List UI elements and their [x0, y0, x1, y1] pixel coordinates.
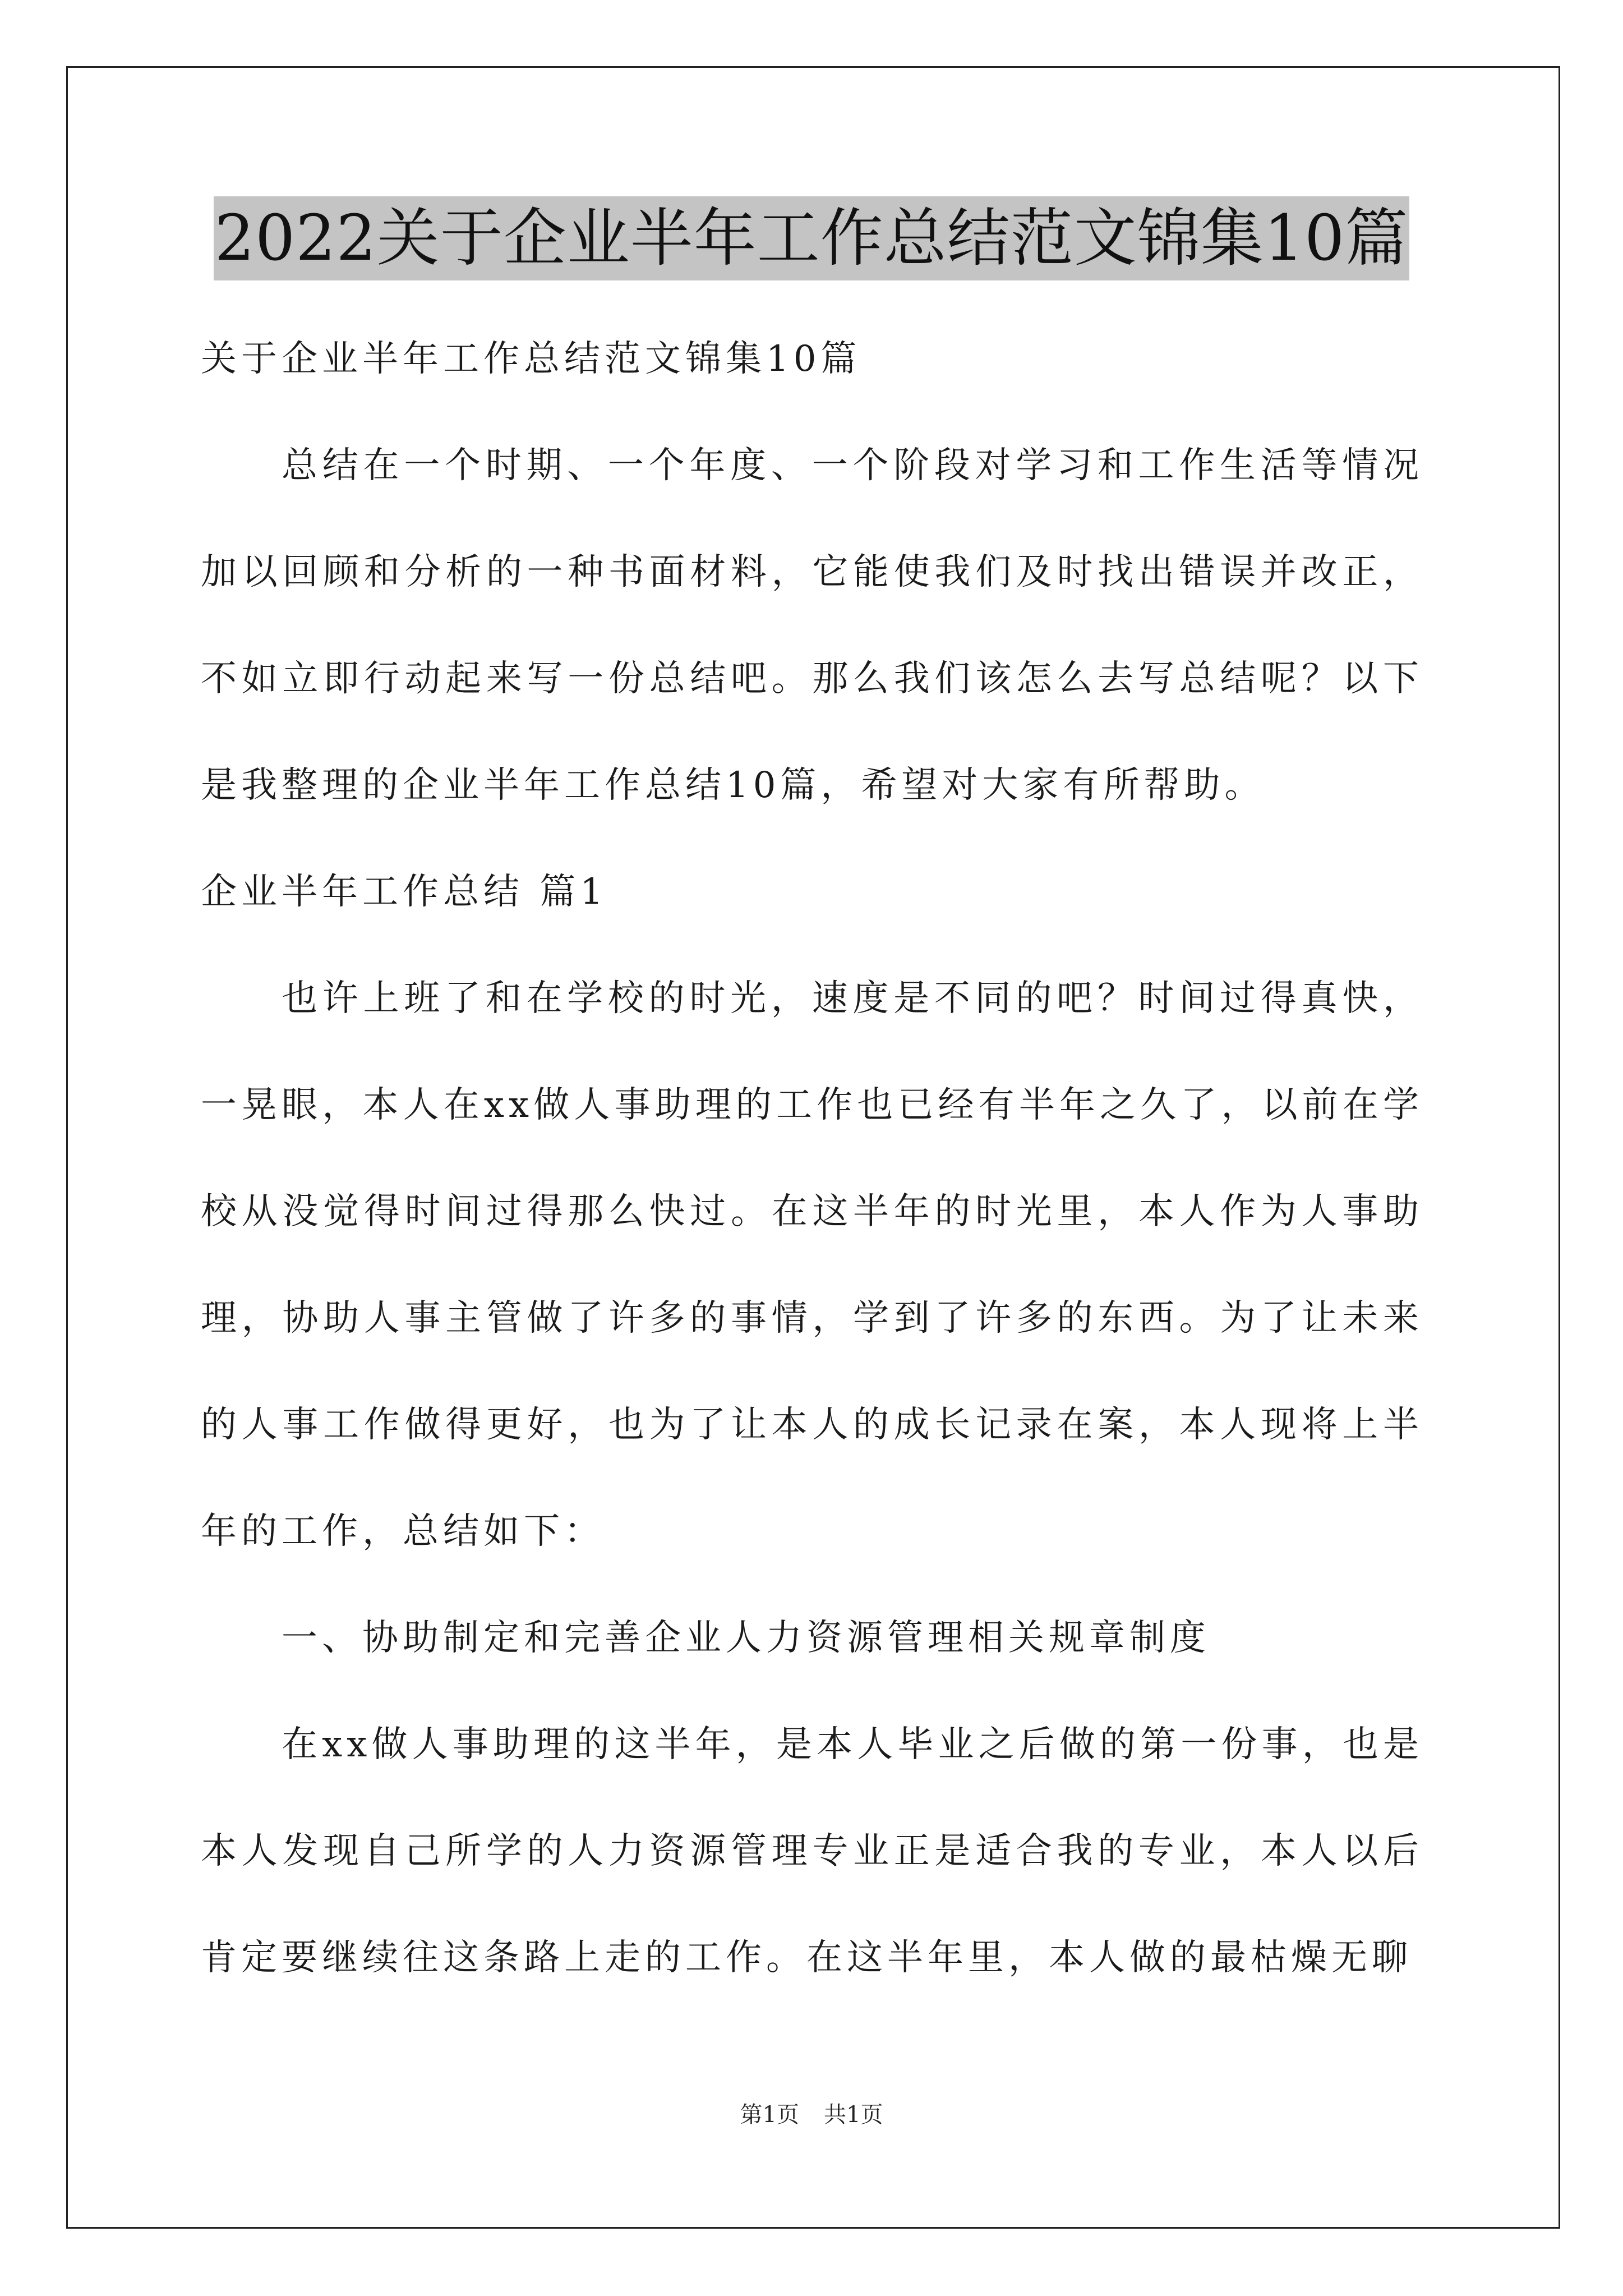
intro-paragraph: 总结在一个时期、一个年度、一个阶段对学习和工作生活等情况加以回顾和分析的一种书面材料，它能使我们及时找出错误并改正，不如立即行动起来写一份总结吧。那么我们该怎么去写总结呢？以下是我整理的企业半年工作总结10篇，希望对大家有所帮助。 [201, 445, 1423, 806]
document-body [201, 306, 1423, 2011]
document-subtitle: 关于企业半年工作总结范文锦集10篇 [201, 338, 861, 380]
page-footer [0, 2099, 1623, 2131]
title-block [0, 196, 1623, 280]
document-title: 2022关于企业半年工作总结范文锦集10篇 [214, 196, 1410, 280]
body-paragraph: 也许上班了和在学校的时光，速度是不同的吧？时间过得真快，一晃眼，本人在xx做人事助理的工作也已经有半年之久了，以前在学校从没觉得时间过得那么快过。在这半年的时光里，本人作为人事助理，协助人事主管做了许多的事情，学到了许多的东西。为了让未来的人事工作做得更好，也为了让本人的成长记录在案，本人现将上半年的工作，总结如下： [201, 978, 1423, 1552]
page-number: 第1页 [740, 2102, 799, 2128]
body-paragraph: 在xx做人事助理的这半年，是本人毕业之后做的第一份事，也是本人发现自己所学的人力资源管理专业正是适合我的专业，本人以后肯定要继续往这条路上走的工作。在这半年里，本人做的最枯燥无聊 [201, 1724, 1423, 1978]
section-heading-part-1: 企业半年工作总结 篇1 [201, 871, 608, 913]
subsection-heading: 一、协助制定和完善企业人力资源管理相关规章制度 [282, 1617, 1210, 1659]
page-total: 共1页 [824, 2102, 883, 2128]
